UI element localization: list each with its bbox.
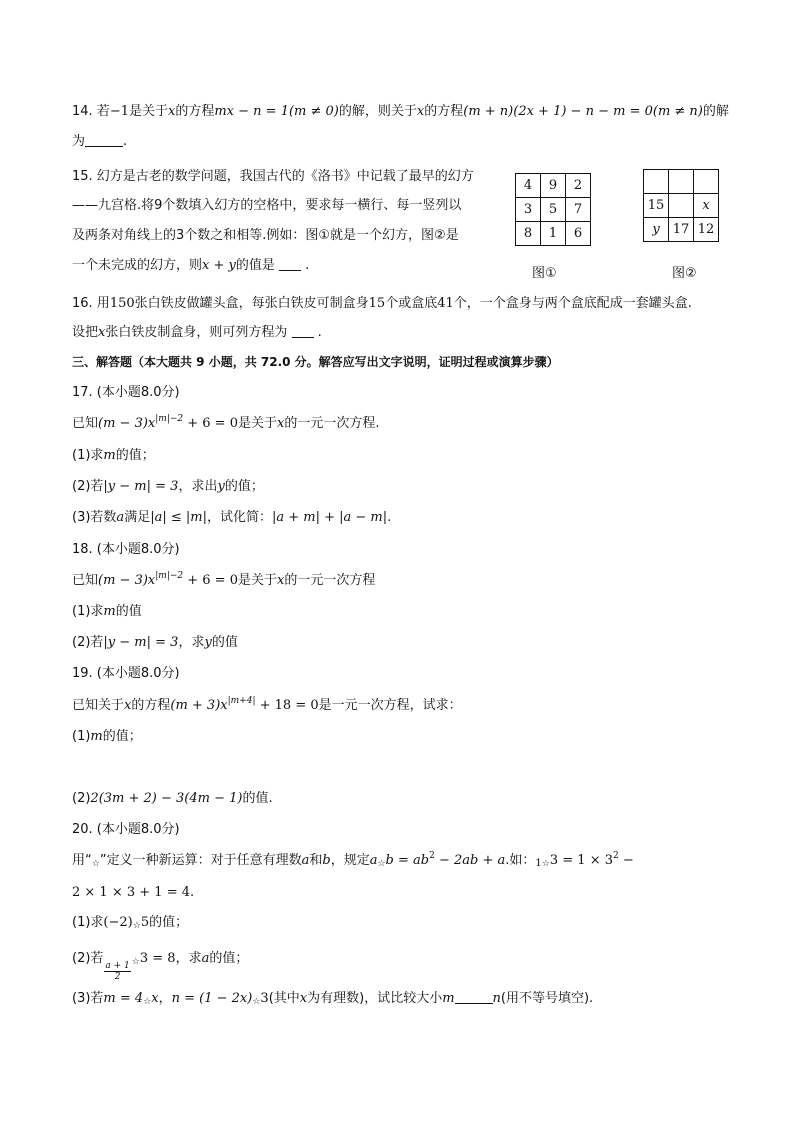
q20-exponent: 2 <box>429 851 435 861</box>
q20-text: .如： <box>505 853 536 868</box>
q19-part2 <box>72 790 273 808</box>
grid-cell <box>669 194 694 218</box>
q16-number: 150 <box>109 296 135 311</box>
q16-number: 41 <box>437 296 454 311</box>
q16-text: 16. 用 <box>72 296 110 311</box>
q17-equation: + 6 = 0 <box>183 416 238 431</box>
q18-equation: |y − m| = 3 <box>103 635 179 650</box>
q17-exponent: |m|−2 <box>155 414 184 424</box>
q18-title: 18. (本小题8.0分) <box>72 542 180 557</box>
q19-text: 是一元一次方程，试求： <box>318 698 462 713</box>
q20-text: (用不等号填空). <box>500 991 594 1006</box>
q17-stem <box>72 415 379 433</box>
q20-example: − <box>618 853 634 868</box>
q19-equation: (m + 3)x <box>170 698 228 713</box>
q14-equation-1: mx − n = 1(m ≠ 0) <box>214 104 339 119</box>
q15-text: 的值是 <box>235 258 275 273</box>
q16-text: 张白铁皮做罐头盒，每张白铁皮可制盒身 <box>134 296 369 311</box>
q18-text: (1)求 <box>72 604 104 619</box>
grid-cell-x: x <box>694 194 719 218</box>
q20-text: ， <box>158 991 172 1006</box>
q14-line1 <box>72 103 729 121</box>
q19-var-m: m <box>90 729 103 744</box>
q14-line2 <box>72 133 127 151</box>
q20-var-m: m <box>442 991 455 1006</box>
q20-expression: 3 <box>260 991 269 1006</box>
q20-expression: x <box>151 991 159 1006</box>
q15-line3: 及两条对角线上的3个数之和相等.例如：图①就是一个幻方，图②是 <box>72 228 459 243</box>
q19-expression: 2(3m + 2) − 3(4m − 1) <box>90 791 243 806</box>
grid-cell: 4 <box>516 174 541 198</box>
q18-equation: (m − 3)x <box>98 573 156 588</box>
grid-cell: 9 <box>541 174 566 198</box>
fraction-denominator: 2 <box>114 972 121 982</box>
q15-text: . <box>305 258 310 273</box>
q17-equation: (m − 3)x <box>98 416 156 431</box>
q20-text: (其中 <box>268 991 300 1006</box>
q17-text: (2)若 <box>72 479 104 494</box>
q19-var-x: x <box>124 698 132 713</box>
q17-text: 的值； <box>224 479 264 494</box>
star-operator-icon: ☆ <box>252 997 261 1007</box>
q19-exponent: |m+4| <box>227 696 256 706</box>
grid-cell: 17 <box>669 218 694 242</box>
q18-equation: + 6 = 0 <box>183 573 238 588</box>
q15-text: 一个未完成的幻方，则 <box>72 258 203 273</box>
q18-var-y: y <box>204 635 212 650</box>
star-operator-icon: ☆ <box>131 957 140 967</box>
q16-answer-blank[interactable] <box>292 325 314 338</box>
q17-var-a: a <box>116 510 125 525</box>
q20-title: 20. (本小题8.0分) <box>72 822 180 837</box>
q18-var-x: x <box>277 573 285 588</box>
q20-expression: (−2) <box>103 915 133 930</box>
star-operator-icon: ☆ <box>91 859 100 869</box>
q15-expression: x + y <box>202 258 236 273</box>
q14-text: 的方程 <box>424 104 464 119</box>
grid-cell: 7 <box>566 198 591 222</box>
q14-math: −1 <box>109 104 129 119</box>
grid-cell: 2 <box>566 174 591 198</box>
q20-text: 的值； <box>149 915 189 930</box>
q17-var-y: y <box>217 479 225 494</box>
q20-part3 <box>72 990 593 1011</box>
grid-cell <box>644 170 669 194</box>
q20-fraction <box>104 961 130 982</box>
q20-equation: 3 = 8 <box>139 951 176 966</box>
star-operator-icon: ☆ <box>143 997 152 1007</box>
q16-text: 设把 <box>72 325 99 340</box>
q19-text: (2) <box>72 791 91 806</box>
q18-var-m: m <box>103 604 116 619</box>
q17-text: 是关于 <box>237 416 277 431</box>
q14-text: 为 <box>72 134 86 149</box>
magic-square-figure-1 <box>515 173 591 246</box>
figure-2-caption: 图② <box>672 266 697 281</box>
q20-var-b: b <box>322 853 331 868</box>
q20-text: 的值； <box>209 951 249 966</box>
q14-text: 的方程 <box>175 104 215 119</box>
q20-definition: − 2ab + a <box>434 853 506 868</box>
q20-expression: n = (1 − 2x) <box>171 991 253 1006</box>
q15-answer-blank[interactable] <box>279 258 301 271</box>
star-operator-icon: ☆ <box>377 859 386 869</box>
q17-part1 <box>72 447 155 465</box>
q19-text: 的方程 <box>131 698 171 713</box>
q17-text: (1)求 <box>72 448 104 463</box>
q14-answer-blank[interactable] <box>85 134 123 147</box>
q20-var-a: a <box>201 951 210 966</box>
q15-line4 <box>72 257 309 275</box>
q20-text: 为有理数)，试比较大小 <box>307 991 443 1006</box>
q20-text: (3)若 <box>72 991 104 1006</box>
q17-text: 的一元一次方程. <box>284 416 380 431</box>
q17-text: (3)若数 <box>72 510 117 525</box>
q19-equation: + 18 = 0 <box>255 698 319 713</box>
q17-text: 的值； <box>115 448 155 463</box>
grid-cell-y: y <box>644 218 669 242</box>
q19-part1 <box>72 728 142 746</box>
q14-text: 的解，则关于 <box>338 104 417 119</box>
q20-text: (2)若 <box>72 951 104 966</box>
grid-cell: 8 <box>516 222 541 246</box>
q18-text: 已知 <box>72 573 99 588</box>
q18-part1 <box>72 603 142 621</box>
grid-cell <box>694 170 719 194</box>
q20-definition: b = ab <box>385 853 430 868</box>
q14-text: 是关于 <box>128 104 168 119</box>
q18-text: 是关于 <box>237 573 277 588</box>
q17-var-x: x <box>277 416 285 431</box>
q20-answer-blank[interactable] <box>455 991 493 1004</box>
q20-part1 <box>72 914 188 935</box>
q14-var-x: x <box>168 104 176 119</box>
grid-cell: 3 <box>516 198 541 222</box>
q18-text: ，求 <box>178 635 205 650</box>
star-operator-icon: ☆ <box>541 859 550 869</box>
q18-text: 的值 <box>115 604 142 619</box>
q20-part2 <box>72 950 248 982</box>
q20-text: ，规定 <box>330 853 370 868</box>
q20-var-x: x <box>299 991 308 1006</box>
q20-text: (1)求 <box>72 915 104 930</box>
q16-number: 15 <box>368 296 386 311</box>
q20-exponent: 2 <box>613 851 619 861</box>
q14-var-x: x <box>416 104 425 119</box>
fraction-numerator: a + 1 <box>105 961 130 971</box>
grid-cell: 6 <box>566 222 591 246</box>
q18-part2 <box>72 634 238 652</box>
section-3-heading: 三、解答题（本大题共 9 小题，共 72.0 分。解答应写出文字说明，证明过程或演算步骤） <box>72 355 559 369</box>
grid-cell: 12 <box>694 218 719 242</box>
q16-text: . <box>317 325 322 340</box>
q16-line2 <box>72 324 322 342</box>
q17-text: ，求出 <box>178 479 218 494</box>
q14-text: 14. 若 <box>72 104 110 119</box>
figure-1-caption: 图① <box>532 266 557 281</box>
q17-equation: |y − m| = 3 <box>103 479 179 494</box>
q17-expression: |a + m| + |a − m| <box>271 510 388 525</box>
q20-line1 <box>72 852 634 873</box>
q20-var-n: n <box>492 991 501 1006</box>
q20-text: 用“ <box>72 853 92 868</box>
q20-text: ”定义一种新运算：对于任意有理数 <box>99 853 302 868</box>
q16-var-x: x <box>98 325 106 340</box>
q18-text: 的一元一次方程 <box>284 573 376 588</box>
q20-text: ，求 <box>175 951 202 966</box>
q20-line2: 2 × 1 × 3 + 1 = 4. <box>72 885 195 900</box>
q18-stem <box>72 572 375 590</box>
q20-expression: m = 4 <box>103 991 144 1006</box>
q20-expression: 5 <box>140 915 150 930</box>
q14-equation-2: (m + n)(2x + 1) − n − m = 0(m ≠ n) <box>463 104 703 119</box>
q14-text: 的解 <box>702 104 729 119</box>
q20-text: 和 <box>309 853 323 868</box>
grid-cell: 5 <box>541 198 566 222</box>
q17-text: 满足 <box>124 510 151 525</box>
q19-text: 的值； <box>102 729 142 744</box>
q20-var-a: a <box>301 853 310 868</box>
q20-example: 3 = 1 × 3 <box>549 853 613 868</box>
q15-line2: ——九宫格.将9个数填入幻方的空格中，要求每一横行、每一竖列以 <box>72 198 462 213</box>
q17-part2 <box>72 478 264 496</box>
q18-text: (2)若 <box>72 635 104 650</box>
q17-inequality: |a| ≤ |m| <box>150 510 207 525</box>
q16-text: 张白铁皮制盒身，则可列方程为 <box>105 325 288 340</box>
star-operator-icon: ☆ <box>132 921 141 931</box>
q18-exponent: |m|−2 <box>155 571 184 581</box>
q20-example: 1 <box>535 858 542 869</box>
q17-text: . <box>387 510 392 525</box>
q17-text: ，试化简： <box>206 510 272 525</box>
q19-text: 已知关于 <box>72 698 125 713</box>
q14-text: . <box>123 134 128 149</box>
q19-text: 的值. <box>242 791 273 806</box>
grid-cell: 15 <box>644 194 669 218</box>
magic-square-figure-2 <box>643 169 719 242</box>
grid-cell: 1 <box>541 222 566 246</box>
q16-line1 <box>72 295 692 313</box>
q18-text: 的值 <box>211 635 238 650</box>
q15-line1: 15. 幻方是古老的数学问题，我国古代的《洛书》中记载了最早的幻方 <box>72 169 474 184</box>
q16-text: 个，一个盒身与两个盒底配成一套罐头盒. <box>453 296 692 311</box>
q19-stem <box>72 697 462 715</box>
q19-title: 19. (本小题8.0分) <box>72 666 180 681</box>
q17-var-m: m <box>103 448 116 463</box>
q19-text: (1) <box>72 729 91 744</box>
q17-title: 17. (本小题8.0分) <box>72 385 180 400</box>
q16-text: 个或盒底 <box>385 296 438 311</box>
q17-text: 已知 <box>72 416 99 431</box>
grid-cell <box>669 170 694 194</box>
q17-part3 <box>72 509 391 527</box>
q20-definition: a <box>369 853 378 868</box>
